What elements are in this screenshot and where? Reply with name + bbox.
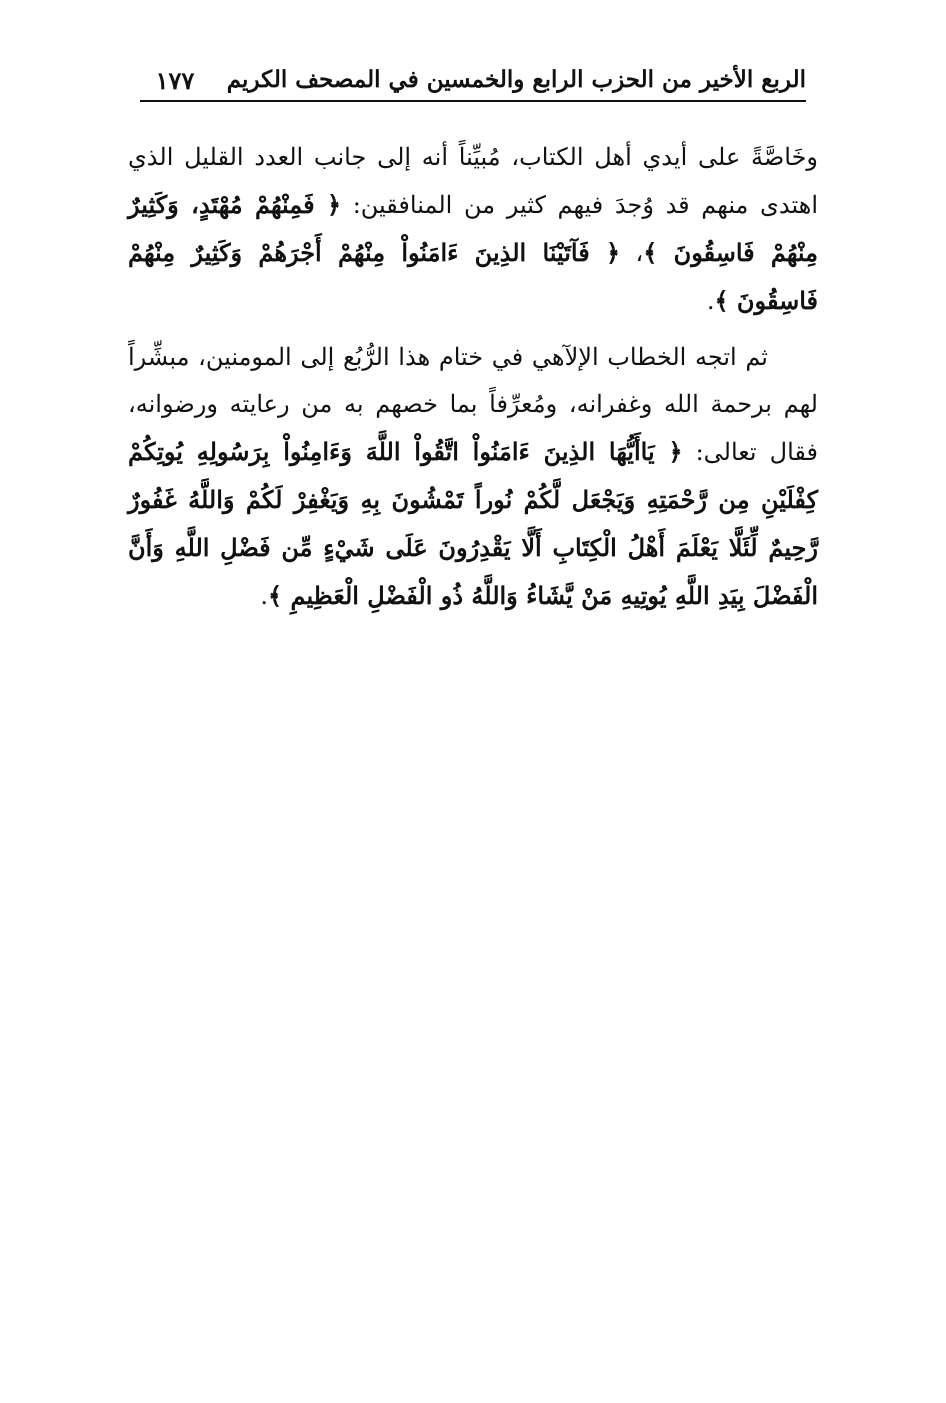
paragraph-end: .	[706, 287, 715, 315]
quran-verse: ﴿ فَآتَيْنَا الذِينَ ءَامَنُواْ مِنْهُمْ أَجْرَهُمْ وَكَثِيرٌ مِنْهُمْ فَاسِقُونَ ﴾	[128, 238, 818, 315]
paragraph-2-text: ثم اتجه الخطاب الإلآهي في ختام هذا الرُّبُع إلى المومنين، مبشِّراً لهم برحمة الله وغفرانه، ومُعرِّفاً بما خصهم به من رعايته ورضوانه، فقال تعالى:	[128, 343, 819, 466]
quran-verse: ﴿ يَاأَيُّهَا الذِينَ ءَامَنُواْ اتَّقُواْ اللَّهَ وَءَامِنُواْ بِرَسُولِهِ يُوتِكُمْ كِفْلَيْنِ مِن رَّحْمَتِهِ وَيَجْعَل لَّكُمْ نُوراً تَمْشُونَ بِهِ وَيَغْفِرْ لَكُمْ وَاللَّهُ غَفُورٌ رَّحِيمٌ لِّئَلَّا يَعْلَمَ أَهْلُ الْكِتَابِ أَلَّا يَقْدِرُونَ عَلَى شَيْءٍ مِّن فَضْلِ اللَّهِ وَأَنَّ الْفَضْلَ بِيَدِ اللَّهِ يُوتِيهِ مَنْ يَّشَاءُ وَاللَّهُ ذُو الْفَضْلِ الْعَظِيمِ ﴾	[128, 437, 818, 610]
body-text	[128, 134, 818, 620]
page-number: ١٧٧	[155, 66, 195, 95]
paragraph-1-text: وخَاصَّةً على أيدي أهل الكتاب، مُبيِّناً أنه إلى جانب العدد القليل الذي اهتدى منهم قد وُجدَ فيهم كثير من المنافقين:	[128, 143, 819, 219]
running-header	[140, 62, 806, 102]
paragraph-1	[128, 134, 818, 325]
verse-separator: ،	[620, 239, 644, 267]
paragraph-end: .	[260, 582, 269, 610]
running-title: الربع الأخير من الحزب الرابع والخمسين في المصحف الكريم	[226, 66, 806, 93]
header-rule	[140, 100, 806, 102]
quran-verse: ﴿ فَمِنْهُمْ مُهْتَدٍ، وَكَثِيرٌ مِنْهُمْ فَاسِقُونَ ﴾	[128, 190, 819, 267]
paragraph-2	[128, 334, 818, 620]
